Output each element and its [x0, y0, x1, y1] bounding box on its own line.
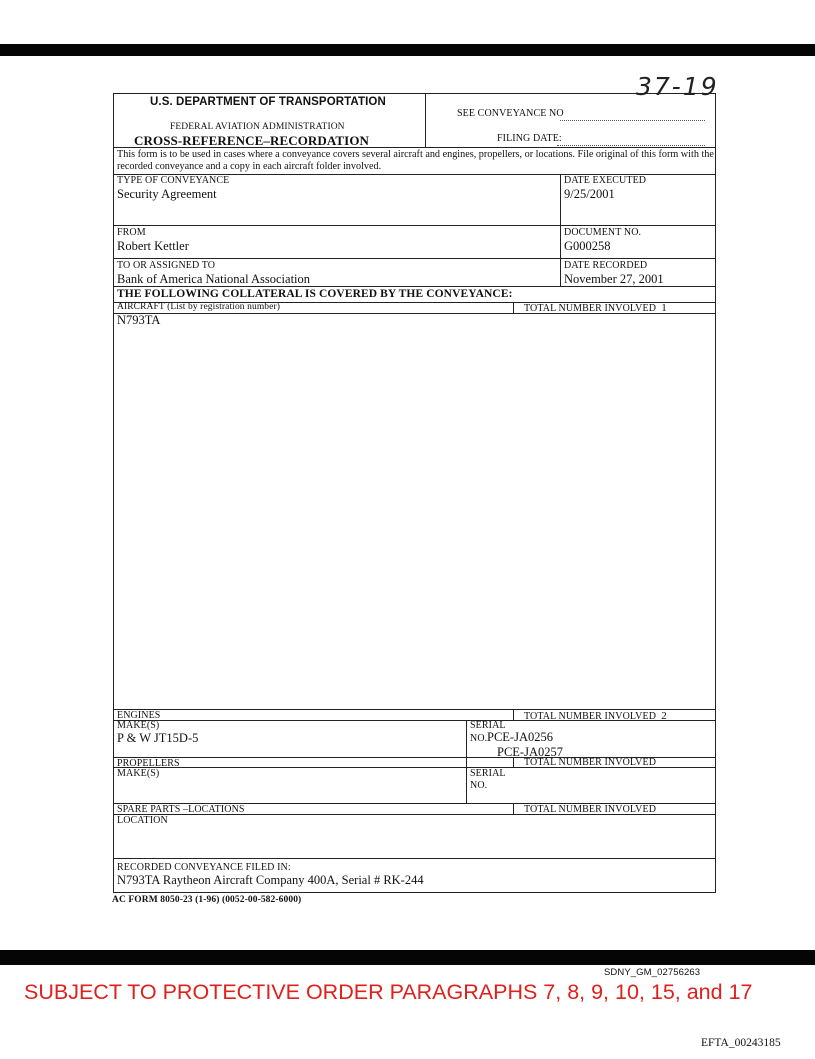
see-conveyance-label: SEE CONVEYANCE NO	[457, 108, 564, 119]
type-label: TYPE OF CONVEYANCE	[117, 175, 230, 186]
spare-parts-total-divider	[513, 804, 514, 814]
propellers-rule	[113, 767, 716, 768]
date-executed-value: 9/25/2001	[564, 187, 615, 201]
recorded-label: RECORDED CONVEYANCE FILED IN:	[117, 862, 291, 873]
to-label: TO OR ASSIGNED TO	[117, 260, 216, 271]
date-recorded-value: November 27, 2001	[564, 272, 664, 286]
protective-order-notice: SUBJECT TO PROTECTIVE ORDER PARAGRAPHS 7, 8, 9, 10, 15, and 17	[24, 980, 753, 1004]
engines-serial-label: SERIAL	[470, 720, 506, 731]
document-no-value: G000258	[564, 239, 611, 253]
propellers-make-label: MAKE(S)	[117, 768, 160, 779]
bottom-scan-bar	[0, 950, 815, 965]
spare-parts-rule	[113, 814, 716, 815]
form-title: CROSS-REFERENCE–RECORDATION	[134, 133, 370, 148]
collateral-heading: THE FOLLOWING COLLATERAL IS COVERED BY THE CONVEYANCE:	[117, 288, 513, 300]
spare-parts-total-label: TOTAL NUMBER INVOLVED	[524, 804, 657, 815]
spare-parts-label: SPARE PARTS –LOCATIONS	[117, 804, 245, 815]
engines-total-label: TOTAL NUMBER INVOLVED 2	[524, 710, 667, 722]
engines-make-label: MAKE(S)	[117, 720, 160, 731]
fields-divider	[560, 174, 561, 286]
form-number: AC FORM 8050-23 (1-96) (0052-00-582-6000)	[112, 895, 302, 905]
aircraft-total-value: 1	[661, 302, 667, 314]
engines-total-value: 2	[661, 710, 667, 722]
see-conveyance-line	[560, 120, 705, 121]
location-label: LOCATION	[117, 815, 168, 826]
instructions-text: This form is to be used in cases where a conveyance covers several aircraft and engines, propellers, or locations. File original of this form with the recorded conveyance and a copy in each aircraft folder involved.	[117, 149, 714, 172]
recorded-value: N793TA Raytheon Aircraft Company 400A, Serial # RK-244	[117, 873, 424, 887]
propellers-label: PROPELLERS	[117, 758, 180, 769]
engine-serial-1: PCE-JA0256	[487, 730, 553, 744]
form-border	[113, 93, 716, 893]
aircraft-registration: N793TA	[117, 313, 161, 327]
from-value: Robert Kettler	[117, 239, 189, 253]
date-executed-label: DATE EXECUTED	[564, 175, 647, 186]
bates-number: SDNY_GM_02756263	[604, 967, 701, 978]
administration-name: FEDERAL AVIATION ADMINISTRATION	[170, 122, 345, 132]
department-name: U.S. DEPARTMENT OF TRANSPORTATION	[150, 96, 386, 108]
aircraft-label: AIRCRAFT (List by registration number)	[117, 302, 280, 312]
engines-label: ENGINES	[117, 710, 161, 721]
engine-serial-2: PCE-JA0257	[497, 745, 563, 759]
aircraft-total-divider	[513, 303, 514, 313]
row-rule-2	[113, 258, 716, 259]
from-label: FROM	[117, 227, 146, 238]
aircraft-rule	[113, 313, 716, 314]
engines-rule	[113, 720, 716, 721]
document-no-label: DOCUMENT NO.	[564, 227, 642, 238]
propellers-serial-divider	[466, 767, 467, 803]
propellers-total-divider	[513, 758, 514, 767]
propellers-total-label: TOTAL NUMBER INVOLVED	[524, 757, 657, 768]
row-rule-1	[113, 225, 716, 226]
propellers-no-label: NO.	[470, 780, 488, 791]
engines-no-label: NO.	[470, 733, 488, 744]
recorded-top-rule	[113, 858, 716, 859]
efta-id: EFTA_00243185	[701, 1037, 781, 1049]
date-recorded-label: DATE RECORDED	[564, 260, 648, 271]
row-rule-3	[113, 286, 716, 287]
to-value: Bank of America National Association	[117, 272, 311, 286]
filing-date-label: FILING DATE:	[497, 133, 562, 144]
header-bottom-rule	[113, 147, 716, 148]
header-divider	[425, 93, 426, 147]
filing-date-line	[557, 145, 705, 146]
engines-make-value: P & W JT15D-5	[117, 731, 199, 745]
engines-serial-divider	[466, 720, 467, 767]
handwritten-number: 37-19	[636, 72, 719, 101]
type-value: Security Agreement	[117, 187, 217, 201]
propellers-serial-label: SERIAL	[470, 768, 506, 779]
top-scan-bar	[0, 44, 815, 56]
aircraft-total-label: TOTAL NUMBER INVOLVED 1	[524, 302, 667, 314]
engines-total-divider	[513, 710, 514, 720]
